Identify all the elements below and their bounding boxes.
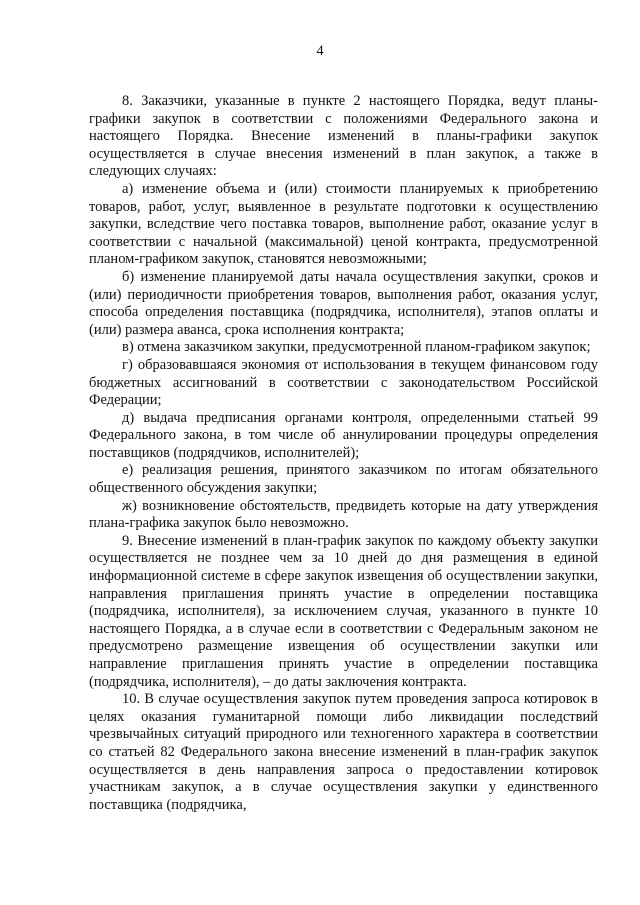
paragraph-8: 8. Заказчики, указанные в пункте 2 настоящего Порядка, ведут планы-графики закупок в соответствии с положениями Федерального закона и настоящего Порядка. Внесение изменений в планы-графики закупок осуществляется в случае внесения изменений в план закупок, а также в следующих случаях: <box>89 93 598 180</box>
paragraph-8v: в) отмена заказчиком закупки, предусмотренной планом-графиком закупок; <box>122 339 591 356</box>
paragraph-8g: г) образовавшаяся экономия от использования в текущем финансовом году бюджетных ассигнований в соответствии с законодательством Российской Федерации; <box>89 356 598 409</box>
page-number: 4 <box>316 43 324 59</box>
paragraph-8e: е) реализация решения, принятого заказчиком по итогам обязательного общественного обсуждения закупки; <box>89 462 598 497</box>
document-body <box>89 93 598 814</box>
paragraph-8d: д) выдача предписания органами контроля, определенными статьей 99 Федерального закона, в том числе об аннулировании процедуры определения поставщиков (подрядчиков, исполнителей); <box>89 409 598 461</box>
paragraph-10: 10. В случае осуществления закупок путем проведения запроса котировок в целях оказания гуманитарной помощи либо ликвидации последствий чрезвычайных ситуаций природного или техногенного характера в соответствии со статьей 82 Федерального закона внесение изменений в план-график закупок осуществляется в день направления запроса о предоставлении котировок участникам закупок, а в случае осуществления закупки у единственного поставщика (подрядчика, <box>89 691 598 813</box>
paragraph-8a: а) изменение объема и (или) стоимости планируемых к приобретению товаров, работ, услуг, выявленное в результате подготовки к осуществлению закупки, вследствие чего поставка товаров, выполнение работ, оказание услуг в соответствии с начальной (максимальной) ценой контракта, предусмотренной планом-графиком закупок, становятся невозможными; <box>89 180 598 268</box>
paragraph-9: 9. Внесение изменений в план-график закупок по каждому объекту закупки осуществляется не позднее чем за 10 дней до дня размещения в единой информационной системе в сфере закупок извещения об осуществлении закупки, направления приглашения принять участие в определении поставщика (подрядчика, исполнителя), за исключением случая, указанного в пункте 10 настоящего Порядка, а в случае если в соответствии с Федеральным законом не предусмотрено размещение извещения об осуществлении закупки или направление приглашения принять участие в определении поставщика (подрядчика, исполнителя), – до даты заключения контракта. <box>89 532 598 690</box>
paragraph-8b: б) изменение планируемой даты начала осуществления закупки, сроков и (или) периодичности приобретения товаров, выполнения работ, оказания услуг, способа определения поставщика (подрядчика, исполнителя), этапов оплаты и (или) размера аванса, срока исполнения контракта; <box>89 268 598 338</box>
paragraph-8zh: ж) возникновение обстоятельств, предвидеть которые на дату утверждения плана-графика закупок было невозможно. <box>89 497 598 532</box>
